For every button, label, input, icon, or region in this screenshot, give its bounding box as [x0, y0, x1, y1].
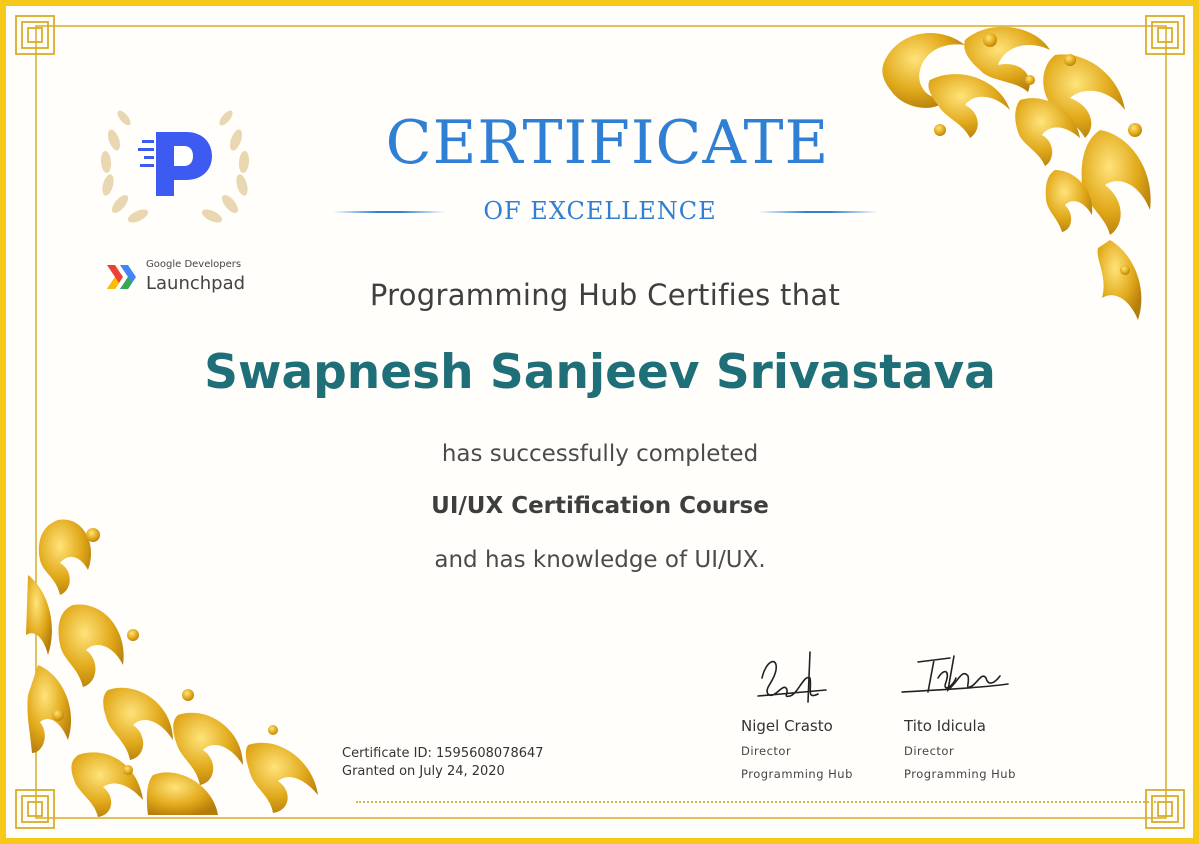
- knowledge-statement: and has knowledge of UI/UX.: [434, 547, 766, 573]
- completion-statement: has successfully completed: [441, 441, 759, 467]
- signatory-2-org: Programming Hub: [904, 767, 1016, 781]
- recipient-name: Swapnesh Sanjeev Srivastava: [204, 345, 996, 400]
- title-rule-right: [758, 211, 878, 213]
- floral-ornament-bottom-left-icon: [18, 515, 348, 825]
- granted-date: Granted on July 24, 2020: [342, 764, 505, 779]
- title-rule-left: [333, 211, 445, 213]
- launchpad-text: Launchpad: [146, 273, 246, 294]
- signature-nigel-crasto-icon: [752, 648, 832, 704]
- signatory-1-name: Nigel Crasto: [741, 717, 833, 735]
- signatory-1-org: Programming Hub: [741, 767, 853, 781]
- google-developers-text: Google Developers: [146, 259, 242, 270]
- certificate-title: CERTIFICATE: [385, 108, 830, 178]
- course-name: UI/UX Certification Course: [431, 493, 769, 519]
- signature-tito-idicula-icon: [898, 648, 1018, 704]
- signatory-2-name: Tito Idicula: [904, 717, 986, 735]
- p-logo-icon: [138, 132, 212, 196]
- signatory-1-role: Director: [741, 744, 792, 758]
- launchpad-chevron-icon: [105, 262, 141, 292]
- issuer-statement: Programming Hub Certifies that: [369, 278, 841, 312]
- certificate-id: Certificate ID: 1595608078647: [342, 746, 544, 761]
- programming-hub-logo: [94, 100, 256, 230]
- certificate-subtitle: OF EXCELLENCE: [483, 197, 717, 225]
- footer-dotted-divider: [356, 801, 1156, 803]
- signatory-2-role: Director: [904, 744, 955, 758]
